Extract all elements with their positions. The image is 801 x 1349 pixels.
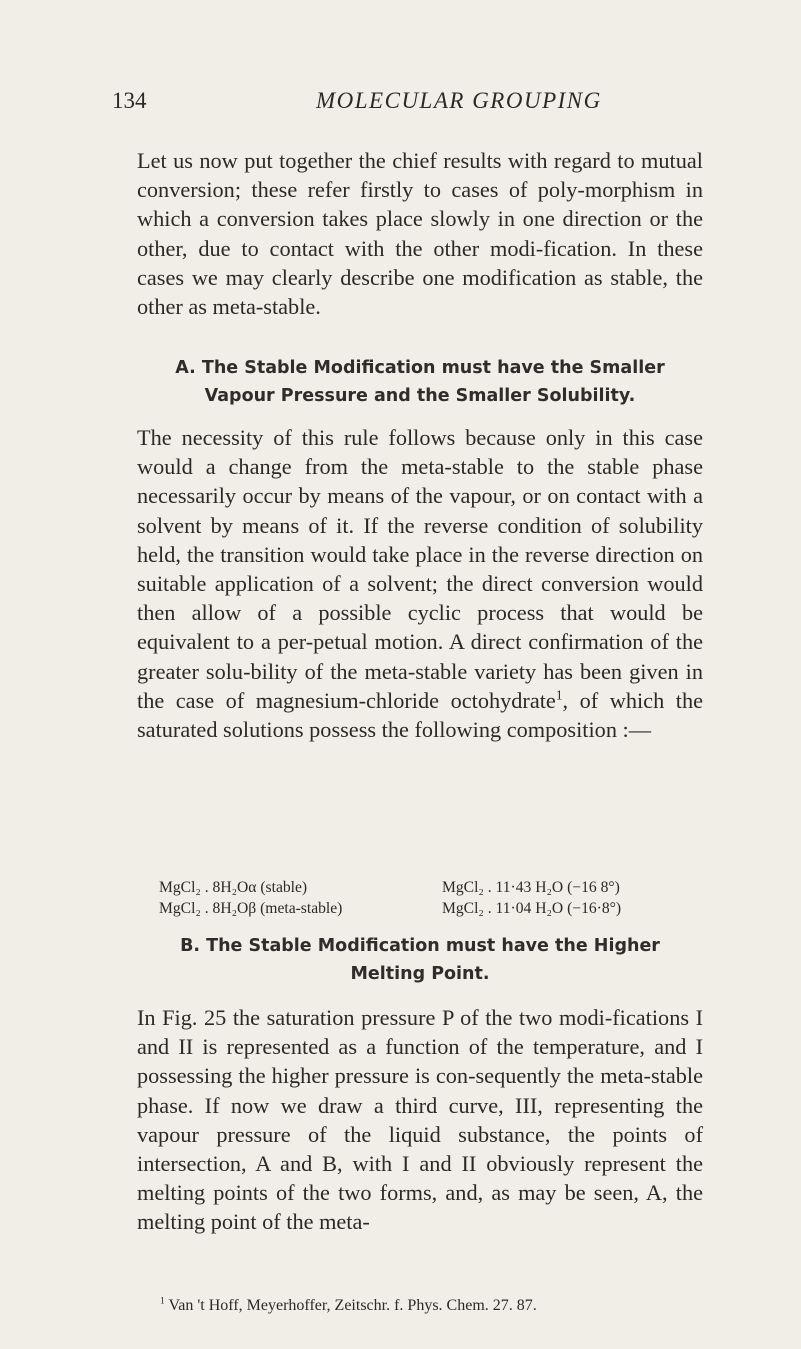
section-a-text: The necessity of this rule follows because only in this case would a change from the meta-stable to the stable phase necessarily occur by means of the vapour, or on contact with a solvent by means of it. If the reverse condition of solubility held, the transition would take place in the reverse direction on suitable application of a solvent; the direct conversion would then allow of a possible cyclic process that would be equivalent to a per-petual motion. A direct confirmation of the greater solu-bility of the meta-stable variety has been given in the case of magnesium-chloride octohydrate bbox=[137, 425, 703, 713]
intro-paragraph: Let us now put together the chief results with regard to mutual conversion; these refer firstly to cases of poly-morphism in which a conversion takes place slowly in one direction or the other, due to contact with the other modi-fication. In these cases we may clearly describe one modification as stable, the other as meta-stable. bbox=[137, 148, 703, 320]
formula-meta-stable: MgCl₂ . 8H₂Oβ (meta-stable) bbox=[159, 900, 343, 917]
section-b-paragraph: In Fig. 25 the saturation pressure P of the two modi-fications I and II is represented as a function of the temperature, and I possessing the higher pressure is con-sequently the meta-stable phase. If now we draw a third curve, III, representing the vapour pressure of the liquid substance, the points of intersection, A and B, with I and II obviously represent the melting points of the two forms, and, as may be seen, A, the melting point of the meta- bbox=[137, 1005, 703, 1235]
section-a-text-tail: , of which the saturated solutions possess the following composition :— bbox=[137, 687, 703, 743]
footnote-marker: 1 bbox=[160, 1295, 165, 1307]
section-b-heading: B. The Stable Modification must have the Higher Melting Point. bbox=[180, 936, 660, 984]
formula-meta-stable-composition: MgCl₂ . 11·04 H₂O (−16·8°) bbox=[442, 900, 622, 917]
footnote-text: Van 't Hoff, Meyerhoffer, Zeitschr. f. Phys. Chem. 27. 87. bbox=[164, 1297, 537, 1314]
footnote bbox=[160, 1297, 537, 1315]
footnote-reference: 1 bbox=[555, 687, 563, 703]
section-a-heading: A. The Stable Modification must have the Smaller Vapour Pressure and the Smaller Solubility. bbox=[175, 358, 665, 406]
running-title: MOLECULAR GROUPING bbox=[316, 88, 602, 113]
page-header bbox=[112, 88, 712, 128]
formula-stable-composition: MgCl₂ . 11·43 H₂O (−16 8°) bbox=[442, 879, 620, 896]
formula-stable: MgCl₂ . 8H₂Oα (stable) bbox=[159, 879, 308, 896]
section-a-paragraph bbox=[137, 423, 703, 744]
page-number: 134 bbox=[112, 88, 147, 113]
